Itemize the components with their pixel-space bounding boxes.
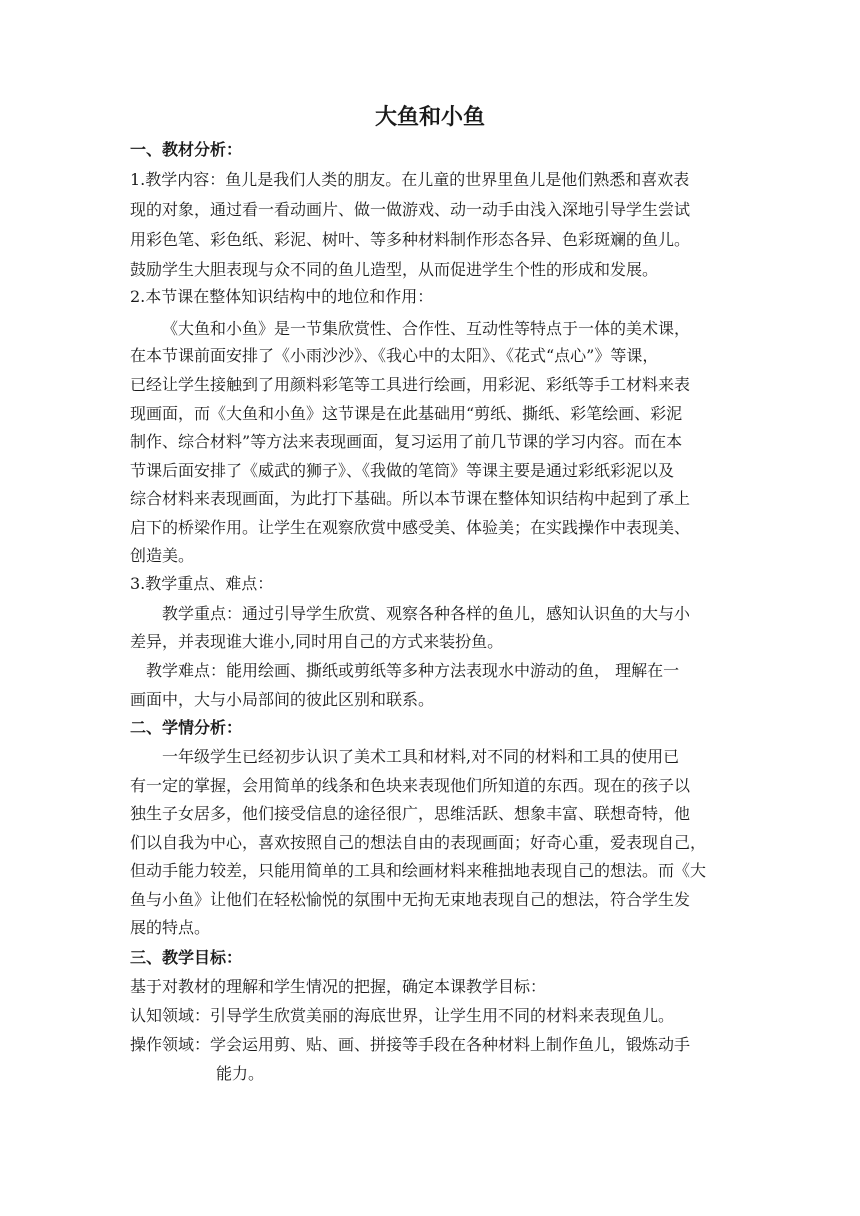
goal-text: 学会运用剪、贴、画、拼接等手段在各种材料上制作鱼儿，锻炼动手 [210, 1035, 691, 1054]
paragraph-line: 用彩色笔、彩色纸、彩泥、树叶、等多种材料制作形态各异、色彩斑斓的鱼儿。 [130, 230, 691, 249]
paragraph-line: 独生子女居多，他们接受信息的途径很广，思维活跃、想象丰富、联想奇特，他 [130, 804, 691, 823]
paragraph-line: 制作、综合材料”等方法来表现画面，复习运用了前几节课的学习内容。而在本 [130, 432, 683, 451]
paragraph-line: 有一定的掌握，会用简单的线条和色块来表现他们所知道的东西。现在的孩子以 [130, 776, 691, 795]
paragraph-line: 一年级学生已经初步认识了美术工具和材料,对不同的材料和工具的使用已 [162, 747, 680, 766]
document-title: 大鱼和小鱼 [374, 105, 485, 130]
section-heading-student-analysis: 二、学情分析： [130, 718, 243, 737]
section-heading-textbook-analysis: 一、教材分析： [130, 140, 243, 159]
paragraph-line: 综合材料来表现画面，为此打下基础。所以本节课在整体知识结构中起到了承上 [130, 489, 691, 508]
paragraph-line: 1.教学内容：鱼儿是我们人类的朋友。在儿童的世界里鱼儿是他们熟悉和喜欢表 [130, 170, 690, 189]
paragraph-line: 差异，并表现谁大谁小,同时用自己的方式来装扮鱼。 [130, 632, 504, 651]
paragraph-line: 教学重点：通过引导学生欣赏、观察各种各样的鱼儿，感知认识鱼的大与小 [162, 604, 691, 623]
paragraph-line: 教学难点：能用绘画、撕纸或剪纸等多种方法表现水中游动的鱼， 理解在一 [146, 661, 680, 680]
paragraph-line: 鼓励学生大胆表现与众不同的鱼儿造型，从而促进学生个性的形成和发展。 [130, 260, 659, 279]
paragraph-line: 启下的桥梁作用。让学生在观察欣赏中感受美、体验美；在实践操作中表现美、 [130, 518, 691, 537]
goal-row-cognitive [130, 1001, 730, 1031]
paragraph-line: 展的特点。 [130, 918, 211, 937]
goal-text-continuation: 能力。 [216, 1064, 265, 1083]
paragraph-line: 节课后面安排了《威武的狮子》、《我做的笔筒》等课主要是通过彩纸彩泥以及 [130, 461, 675, 480]
paragraph-line: 创造美。 [130, 546, 195, 565]
paragraph-line: 基于对教材的理解和学生情况的把握，确定本课教学目标： [130, 977, 547, 996]
paragraph-line: 鱼与小鱼》让他们在轻松愉悦的氛围中无拘无束地表现自己的想法，符合学生发 [130, 890, 691, 909]
section-heading-teaching-goals: 三、教学目标： [130, 948, 243, 967]
goal-label: 认知领域： [130, 1006, 211, 1025]
goal-label: 操作领域： [130, 1035, 211, 1054]
goal-text: 引导学生欣赏美丽的海底世界，让学生用不同的材料来表现鱼儿。 [210, 1006, 675, 1025]
paragraph-line: 画面中，大与小局部间的彼此区别和联系。 [130, 690, 435, 709]
paragraph-line: 现画面，而《大鱼和小鱼》这节课是在此基础用“剪纸、撕纸、彩笔绘画、彩泥 [130, 404, 683, 423]
paragraph-line: 现的对象，通过看一看动画片、做一做游戏、动一动手由浅入深地引导学生尝试 [130, 200, 691, 219]
paragraph-line: 但动手能力较差，只能用简单的工具和绘画材料来稚拙地表现自己的想法。而《大 [130, 861, 707, 880]
subsection-heading-key-points: 3.教学重点、难点： [130, 574, 274, 593]
subsection-heading-position: 2.本节课在整体知识结构中的地位和作用： [130, 287, 434, 306]
paragraph-line: 们以自我为中心，喜欢按照自己的想法自由的表现画面；好奇心重，爱表现自己， [130, 833, 707, 852]
paragraph-line: 已经让学生接触到了用颜料彩笔等工具进行绘画，用彩泥、彩纸等手工材料来表 [130, 375, 691, 394]
goal-row-operation [130, 1030, 730, 1060]
paragraph-line: 《大鱼和小鱼》是一节集欣赏性、合作性、互动性等特点于一体的美术课， [162, 319, 691, 338]
paragraph-line: 在本节课前面安排了《小雨沙沙》、《我心中的太阳》、《花式“点心”》等课， [130, 346, 659, 365]
